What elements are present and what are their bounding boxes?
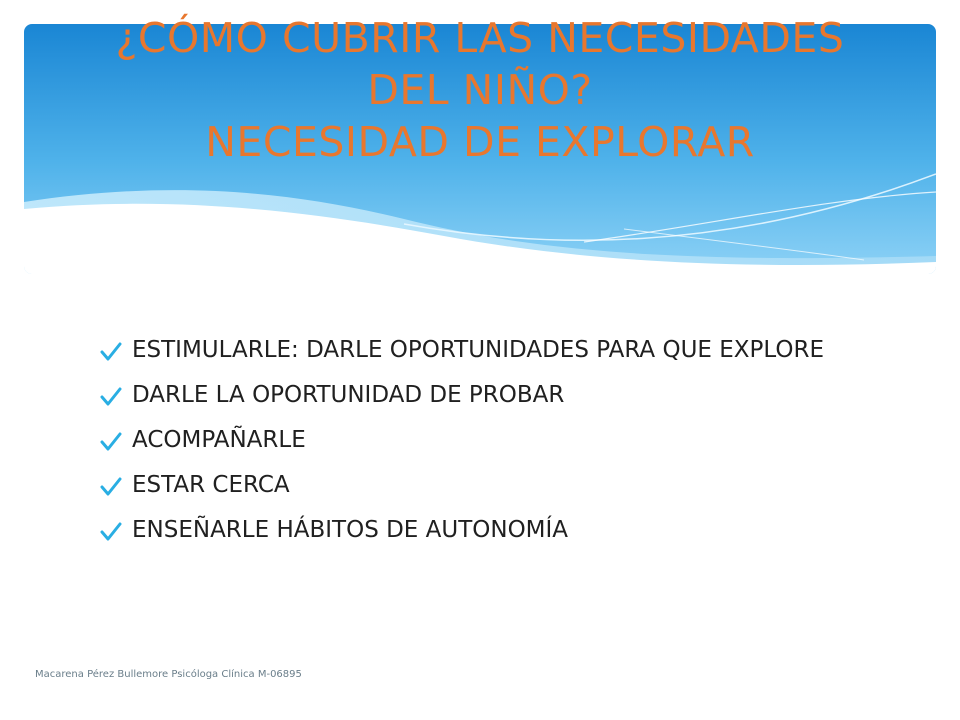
check-icon xyxy=(100,522,122,542)
bullet-text: ESTAR CERCA xyxy=(132,472,290,498)
bullet-text: ESTIMULARLE: DARLE OPORTUNIDADES PARA QUE EXPLORE xyxy=(132,337,825,363)
list-item xyxy=(100,378,860,412)
bullet-text: ENSEÑARLE HÁBITOS DE AUTONOMÍA xyxy=(132,517,569,543)
slide-title xyxy=(24,12,936,168)
list-item xyxy=(100,423,860,457)
footer-credit: Macarena Pérez Bullemore Psicóloga Clínica M-06895 xyxy=(35,669,302,680)
list-item xyxy=(100,468,860,502)
bullet-text: ACOMPAÑARLE xyxy=(132,427,306,453)
check-icon xyxy=(100,477,122,497)
list-item xyxy=(100,513,860,547)
title-line-3: NECESIDAD DE EXPLORAR xyxy=(205,118,755,166)
check-icon xyxy=(100,432,122,452)
bullet-text: DARLE LA OPORTUNIDAD DE PROBAR xyxy=(132,382,565,408)
bullet-list xyxy=(100,333,860,558)
list-item xyxy=(100,333,860,367)
title-line-1: ¿CÓMO CUBRIR LAS NECESIDADES xyxy=(115,14,845,62)
check-icon xyxy=(100,387,122,407)
title-line-2: DEL NIÑO? xyxy=(367,66,593,114)
check-icon xyxy=(100,342,122,362)
